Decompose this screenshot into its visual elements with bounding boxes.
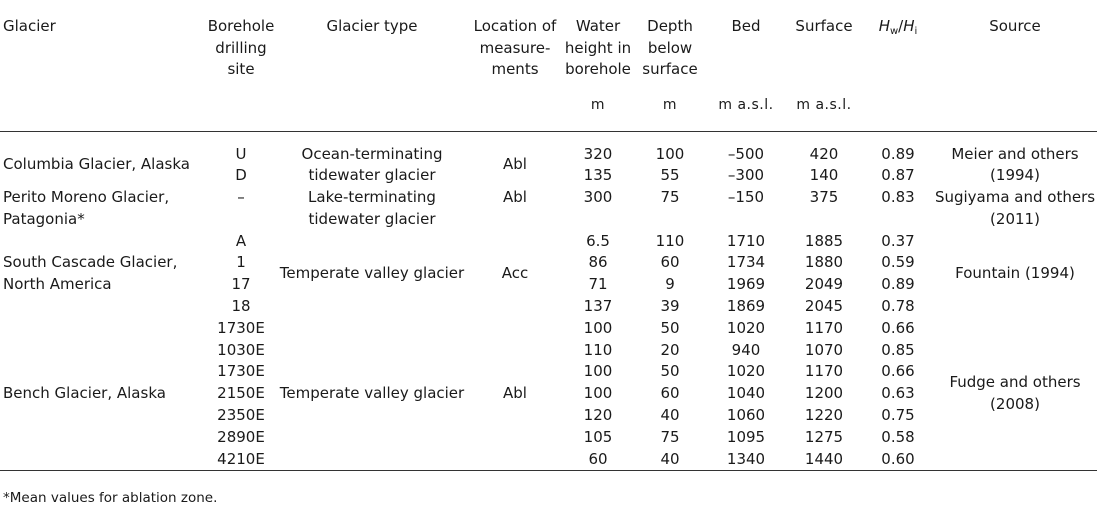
source-cell: Sugiyama and others (2011)	[934, 188, 1096, 228]
bed-cell: 1060	[726, 406, 766, 425]
ratio-cell: 0.63	[881, 384, 915, 403]
depth-cell: 100	[655, 144, 685, 163]
water-cell: 300	[583, 188, 613, 207]
surface-cell: 1275	[804, 427, 844, 446]
water-cell: 60	[588, 449, 608, 468]
depth-cell: 9	[665, 275, 675, 294]
ratio-cell: 0.66	[881, 362, 915, 381]
water-cell: 105	[583, 427, 613, 446]
ratio-cell: 0.87	[881, 166, 915, 185]
source-cell: Meier and others (1994)	[951, 144, 1079, 185]
glacier-name: Bench Glacier, Alaska	[3, 384, 166, 403]
ratio-cell: 0.75	[881, 406, 915, 425]
site-cell: A	[235, 231, 247, 250]
surface-cell: 375	[809, 188, 839, 207]
glacier-borehole-table	[0, 10, 1097, 471]
unit-water: m	[590, 97, 606, 113]
glacier-type-cell: Temperate valley glacier	[279, 264, 465, 283]
water-cell: 71	[588, 275, 608, 294]
table-row	[0, 318, 1097, 340]
surface-cell: 1170	[804, 362, 844, 381]
glacier-name: Columbia Glacier, Alaska	[3, 155, 190, 174]
unit-depth: m	[662, 97, 678, 113]
depth-cell: 75	[660, 188, 680, 207]
source-cell: Fountain (1994)	[955, 264, 1075, 283]
water-cell: 120	[583, 406, 613, 425]
table-row	[0, 231, 1097, 253]
header-glacier-type: Glacier type	[326, 17, 418, 35]
header-location: Location of measure- ments	[473, 17, 557, 78]
location-cell: Acc	[501, 264, 529, 283]
ratio-cell: 0.89	[881, 275, 915, 294]
glacier-name: South Cascade Glacier, North America	[3, 253, 178, 294]
table-row	[0, 131, 1097, 165]
surface-cell: 1885	[804, 231, 844, 250]
site-cell: U	[235, 144, 247, 163]
ratio-cell: 0.37	[881, 231, 915, 250]
surface-cell: 1880	[804, 253, 844, 272]
bed-cell: –300	[727, 166, 765, 185]
site-cell: 18	[231, 297, 251, 316]
table-row	[0, 187, 1097, 231]
depth-cell: 60	[660, 253, 680, 272]
surface-cell: 1170	[804, 318, 844, 337]
depth-cell: 50	[660, 362, 680, 381]
site-cell: 1	[236, 253, 246, 272]
site-cell: 1730E	[217, 362, 265, 381]
site-cell: –	[237, 188, 245, 207]
surface-cell: 1200	[804, 384, 844, 403]
site-cell: 2350E	[217, 406, 265, 425]
site-cell: 17	[231, 275, 251, 294]
site-cell: D	[235, 166, 247, 185]
water-cell: 320	[583, 144, 613, 163]
ratio-cell: 0.89	[881, 144, 915, 163]
bed-cell: 1040	[726, 384, 766, 403]
water-cell: 110	[583, 340, 613, 359]
ratio-cell: 0.85	[881, 340, 915, 359]
ratio-cell: 0.58	[881, 427, 915, 446]
unit-bed: m a.s.l.	[718, 97, 774, 113]
ratio-cell: 0.83	[881, 188, 915, 207]
water-cell: 100	[583, 384, 613, 403]
header-borehole: Borehole drilling site	[207, 17, 275, 78]
water-cell: 6.5	[586, 231, 610, 250]
bed-cell: –500	[727, 144, 765, 163]
glacier-type-cell: Ocean-terminating tidewater glacier	[301, 144, 443, 185]
depth-cell: 40	[660, 406, 680, 425]
location-cell: Abl	[503, 188, 527, 207]
glacier-name: Perito Moreno Glacier, Patagonia*	[3, 188, 170, 228]
site-cell: 1730E	[217, 318, 265, 337]
ratio-cell: 0.59	[881, 253, 915, 272]
table-footnote: *Mean values for ablation zone.	[3, 490, 218, 506]
bed-cell: 1020	[726, 318, 766, 337]
bed-cell: 1095	[726, 427, 766, 446]
site-cell: 4210E	[217, 449, 265, 468]
water-cell: 100	[583, 362, 613, 381]
glacier-type-cell: Temperate valley glacier	[279, 384, 465, 403]
site-cell: 2890E	[217, 427, 265, 446]
header-glacier: Glacier	[3, 17, 56, 35]
bed-cell: 940	[731, 340, 761, 359]
surface-cell: 1440	[804, 449, 844, 468]
ratio-cell: 0.78	[881, 297, 915, 316]
bed-cell: 1020	[726, 362, 766, 381]
surface-cell: 140	[809, 166, 839, 185]
site-cell: 1030E	[217, 340, 265, 359]
water-cell: 135	[583, 166, 613, 185]
surface-cell: 1220	[804, 406, 844, 425]
depth-cell: 60	[660, 384, 680, 403]
depth-cell: 20	[660, 340, 680, 359]
header-bed: Bed	[731, 17, 761, 35]
header-source: Source	[989, 17, 1041, 35]
source-cell: Fudge and others (2008)	[949, 373, 1081, 414]
header-water-height: Water height in borehole	[564, 17, 632, 78]
depth-cell: 110	[655, 231, 685, 250]
unit-surface: m a.s.l.	[796, 97, 852, 113]
bed-cell: 1969	[726, 275, 766, 294]
ratio-cell: 0.66	[881, 318, 915, 337]
depth-cell: 50	[660, 318, 680, 337]
location-cell: Abl	[503, 384, 527, 403]
depth-cell: 40	[660, 449, 680, 468]
header-hw-hi: $H_w/H_i$	[878, 17, 918, 37]
surface-cell: 1070	[804, 340, 844, 359]
surface-cell: 2045	[804, 297, 844, 316]
water-cell: 137	[583, 297, 613, 316]
bed-cell: 1710	[726, 231, 766, 250]
header-row	[0, 10, 1097, 81]
location-cell: Abl	[503, 155, 527, 174]
units-row	[0, 81, 1097, 132]
header-depth: Depth below surface	[642, 17, 698, 78]
water-cell: 100	[583, 318, 613, 337]
header-surface: Surface	[795, 17, 853, 35]
depth-cell: 39	[660, 297, 680, 316]
bed-cell: –150	[727, 188, 765, 207]
water-cell: 86	[588, 253, 608, 272]
glacier-type-cell: Lake-terminating tidewater glacier	[308, 188, 436, 228]
ratio-cell: 0.60	[881, 449, 915, 468]
site-cell: 2150E	[217, 384, 265, 403]
surface-cell: 420	[809, 144, 839, 163]
bed-cell: 1734	[726, 253, 766, 272]
bed-cell: 1869	[726, 297, 766, 316]
depth-cell: 75	[660, 427, 680, 446]
bed-cell: 1340	[726, 449, 766, 468]
depth-cell: 55	[660, 166, 680, 185]
surface-cell: 2049	[804, 275, 844, 294]
